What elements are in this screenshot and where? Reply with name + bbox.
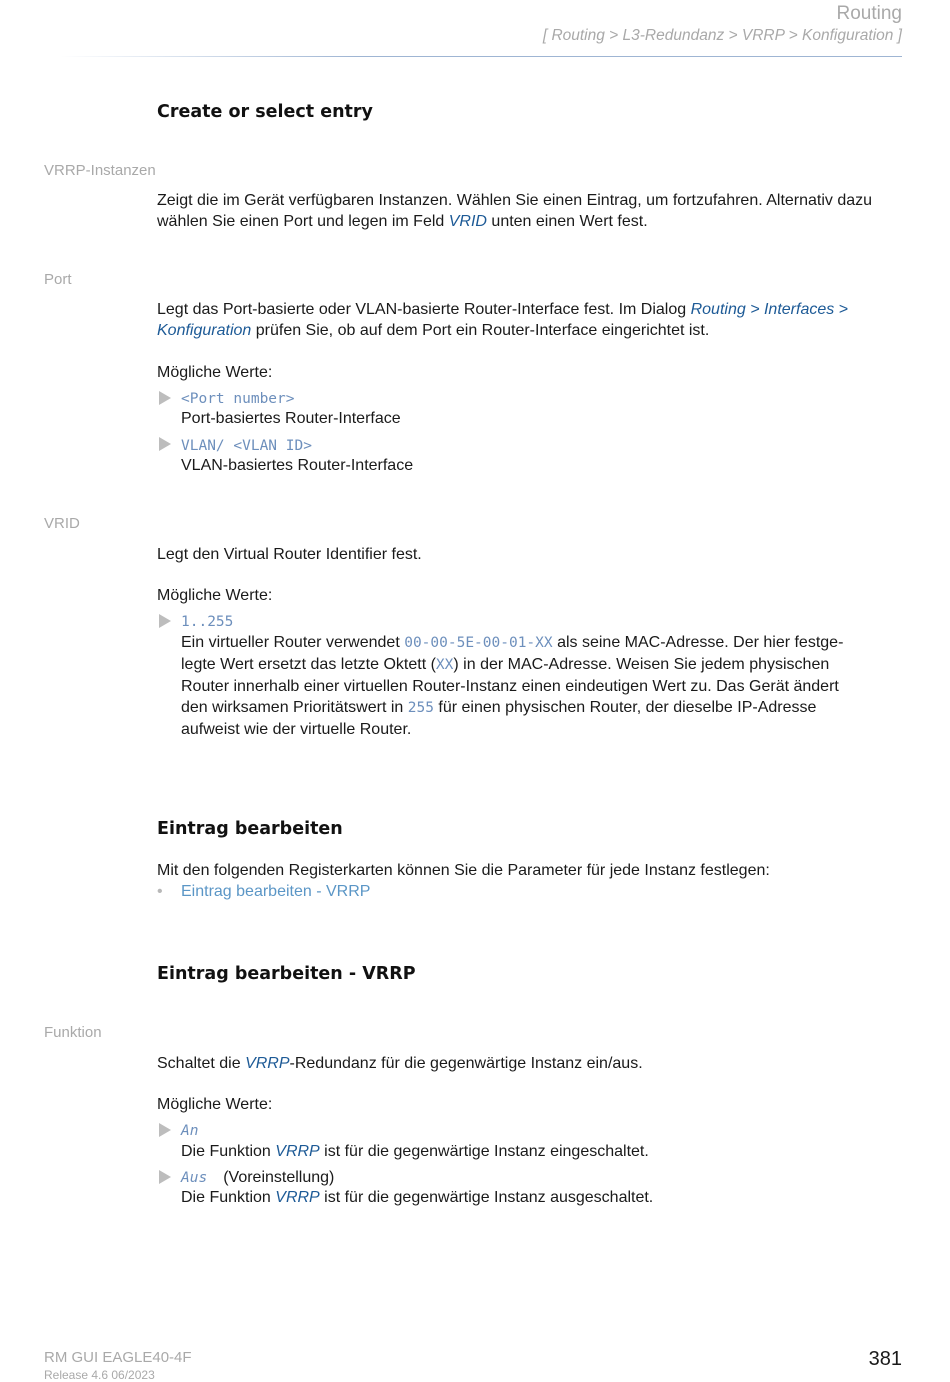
priority-value: 255	[407, 700, 434, 716]
bullet-icon: •	[157, 883, 163, 900]
option-off-desc: Die Funktion VRRP ist für die gegenwärtige Instanz ausgeschaltet.	[181, 1189, 654, 1206]
mac-address-value: 00-00-5E-00-01-XX	[404, 635, 553, 651]
instances-description: Zeigt die im Gerät verfügbaren Instanzen. Wählen Sie einen Eintrag, um fortzufahren. Alternativ dazu wählen Sie einen Port und legen im Feld VRID unten einen Wert fest.	[157, 192, 873, 230]
header-divider	[60, 56, 902, 57]
footer-release: Release 4.6 06/2023	[44, 1368, 155, 1382]
ref-vrrp: VRRP	[245, 1055, 290, 1072]
side-label-function: Funktion	[44, 1024, 102, 1041]
side-label-vrid: VRID	[44, 515, 80, 532]
breadcrumb: [ Routing > L3-Redundanz > VRRP > Konfiguration ]	[542, 27, 902, 44]
option-arrow-icon	[159, 1170, 171, 1184]
vlan-option-value: VLAN/ <VLAN ID>	[181, 438, 312, 454]
octet-value: XX	[435, 657, 454, 673]
option-on-value: An	[181, 1123, 199, 1139]
option-arrow-icon	[159, 1123, 171, 1137]
port-option-value: <Port number>	[181, 391, 295, 407]
vrid-option-value: 1..255	[181, 614, 234, 630]
function-possible-values-label: Mögliche Werte:	[157, 1096, 273, 1113]
vrid-description: Legt den Virtual Router Identifier fest.	[157, 546, 422, 563]
default-note: (Voreinstellung)	[223, 1169, 335, 1186]
header-title: Routing	[836, 3, 902, 24]
port-option-desc: Port-basiertes Router-Interface	[181, 410, 401, 427]
option-on-desc: Die Funktion VRRP ist für die gegenwärtige Instanz eingeschaltet.	[181, 1143, 649, 1160]
port-description: Legt das Port-basierte oder VLAN-basierte Router-Interface fest. Im Dialog Routing > Interfaces > Konfiguration prüfen Sie, ob auf dem Port ein Router-Interface eingerichtet ist.	[157, 301, 849, 339]
footer-document: RM GUI EAGLE40-4F	[44, 1349, 192, 1366]
side-label-vrrp-instances: VRRP-Instanzen	[44, 162, 156, 179]
link-edit-vrrp[interactable]: Eintrag bearbeiten - VRRP	[181, 883, 371, 900]
page-number: 381	[868, 1348, 902, 1370]
side-label-port: Port	[44, 271, 72, 288]
vrid-possible-values-label: Mögliche Werte:	[157, 587, 273, 604]
section-heading-create: Create or select entry	[157, 102, 373, 122]
dialog-ref-interfaces: Routing > Interfaces > Konfiguration	[157, 301, 849, 339]
option-off-value: Aus (Voreinstellung)	[181, 1169, 335, 1186]
option-arrow-icon	[159, 437, 171, 451]
section-heading-vrrp: Eintrag bearbeiten - VRRP	[157, 964, 416, 984]
option-arrow-icon	[159, 391, 171, 405]
option-arrow-icon	[159, 614, 171, 628]
edit-description: Mit den folgenden Registerkarten können Sie die Parameter für jede Instanz festlegen:	[157, 862, 770, 879]
field-ref-vrid: VRID	[448, 213, 487, 230]
vrid-option-desc: Ein virtueller Router verwendet 00-00-5E-00-01-XX als seine MAC-Adresse. Der hier festge- legte Wert ersetzt das letzte Oktett (XX) in der MAC-Adresse. Weisen Sie jedem physischen Router innerhalb einer virtuellen Router-Instanz einen eindeutigen Wert zu. Das Gerät ändert den wirksamen Prioritätswert in 255 für einen physischen Router, der dieselbe IP-Adresse aufweist wie der virtuelle Router.	[181, 634, 844, 738]
function-description: Schaltet die VRRP-Redundanz für die gegenwärtige Instanz ein/aus.	[157, 1055, 643, 1072]
section-heading-edit: Eintrag bearbeiten	[157, 819, 343, 839]
vlan-option-desc: VLAN-basiertes Router-Interface	[181, 457, 414, 474]
port-possible-values-label: Mögliche Werte:	[157, 364, 273, 381]
